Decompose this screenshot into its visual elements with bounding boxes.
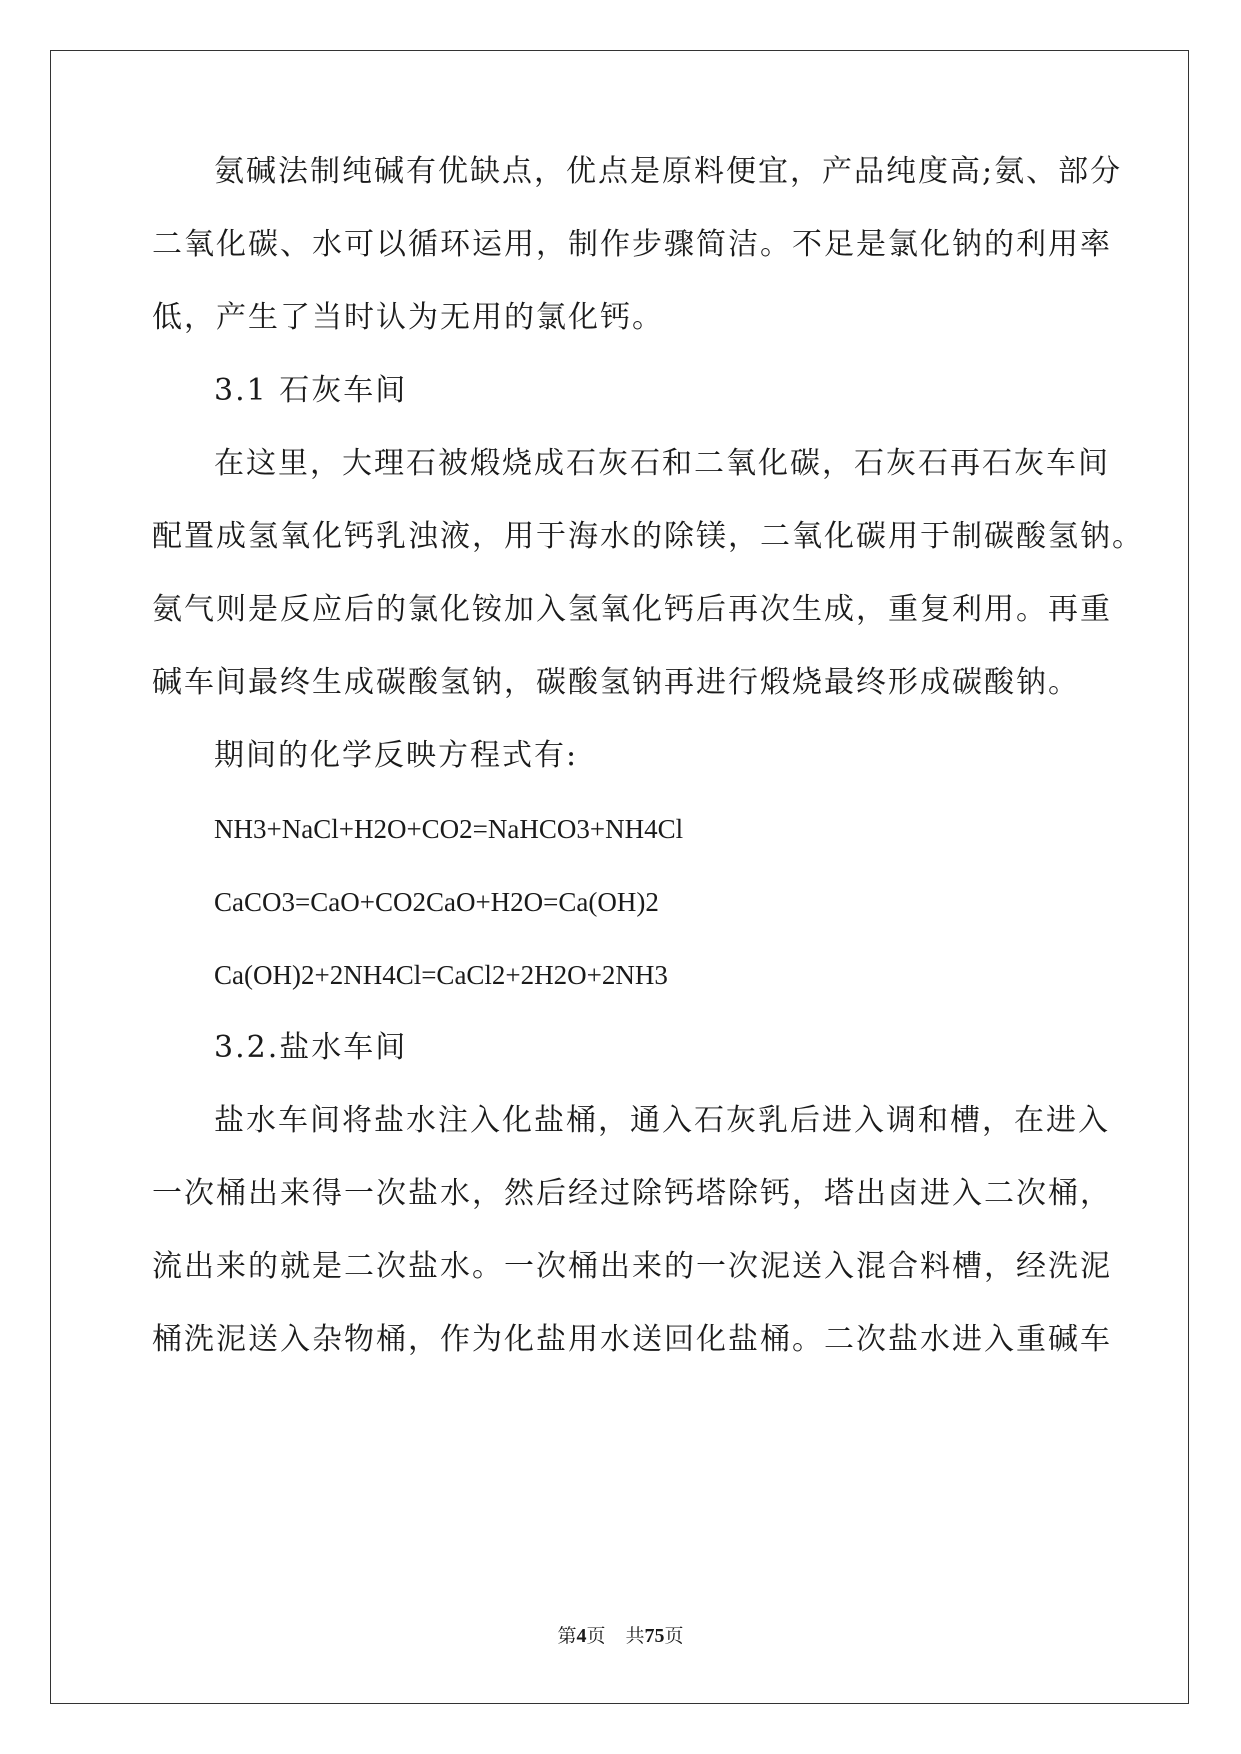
paragraph-line: 氨气则是反应后的氯化铵加入氢氧化钙后再次生成，重复利用。再重: [152, 592, 1112, 627]
paragraph-line: 期间的化学反映方程式有:: [214, 738, 579, 773]
paragraph-line: 二氧化碳、水可以循环运用，制作步骤简洁。不足是氯化钠的利用率: [152, 227, 1112, 262]
section-heading: 3.2.盐水车间: [214, 1030, 408, 1065]
chemical-equation: NH3+NaCl+H2O+CO2=NaHCO3+NH4Cl: [214, 814, 684, 844]
paragraph-line: 盐水车间将盐水注入化盐桶，通入石灰乳后进入调和槽，在进入: [214, 1103, 1110, 1138]
paragraph-line: 低，产生了当时认为无用的氯化钙。: [152, 300, 664, 335]
page-number: 4: [576, 1625, 587, 1647]
paragraph-line: 氨碱法制纯碱有优缺点，优点是原料便宜，产品纯度高;氨、部分: [214, 154, 1123, 189]
chemical-equation: Ca(OH)2+2NH4Cl=CaCl2+2H2O+2NH3: [214, 960, 668, 990]
chemical-equation: CaCO3=CaO+CO2CaO+H2O=Ca(OH)2: [214, 887, 659, 917]
total-pages: 75: [644, 1625, 665, 1647]
paragraph-line: 一次桶出来得一次盐水，然后经过除钙塔除钙，塔出卤进入二次桶，: [152, 1176, 1112, 1211]
section-heading: 3.1 石灰车间: [214, 373, 408, 408]
paragraph-line: 桶洗泥送入杂物桶，作为化盐用水送回化盐桶。二次盐水进入重碱车: [152, 1322, 1112, 1357]
total-suffix: 页: [664, 1625, 684, 1647]
page-prefix: 第: [557, 1625, 577, 1647]
paragraph-line: 流出来的就是二次盐水。一次桶出来的一次泥送入混合料槽，经洗泥: [152, 1249, 1112, 1284]
paragraph-line: 碱车间最终生成碳酸氢钠，碳酸氢钠再进行煅烧最终形成碳酸钠。: [152, 665, 1080, 700]
page-suffix: 页: [586, 1625, 606, 1647]
page-footer: [0, 1621, 1241, 1648]
paragraph-line: 配置成氢氧化钙乳浊液，用于海水的除镁，二氧化碳用于制碳酸氢钠。: [152, 519, 1144, 554]
paragraph-line: 在这里，大理石被煅烧成石灰石和二氧化碳，石灰石再石灰车间: [214, 446, 1110, 481]
total-prefix: 共: [625, 1625, 645, 1647]
